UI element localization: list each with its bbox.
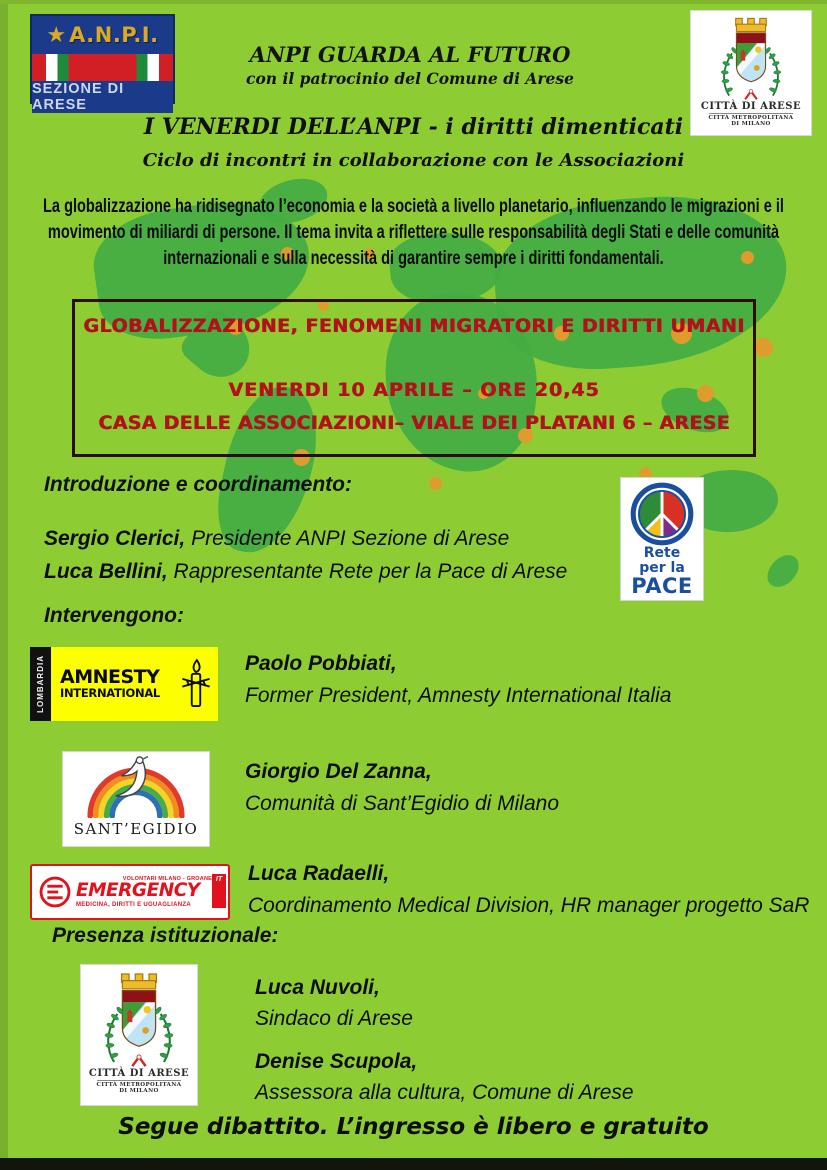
top-edge	[0, 0, 827, 4]
arese-metro-label: CITTÀ METROPOLITANA	[96, 1082, 182, 1088]
dove-rainbow-icon	[81, 752, 191, 818]
anpi-star-icon: ★	[46, 22, 67, 47]
institutional-name: Denise Scupola,	[255, 1050, 418, 1073]
arese-coat-icon	[96, 969, 182, 1067]
header-tagline	[160, 42, 660, 88]
speaker-name: Luca Radaelli,	[248, 862, 390, 885]
event-location: CASA DELLE ASSOCIAZIONI– VIALE DEI PLATANI 6 – ARESE	[98, 412, 730, 434]
arese-coat-of-arms-bottom	[80, 964, 198, 1106]
coordinators-block	[44, 522, 567, 588]
rete-pace-logo	[620, 477, 704, 601]
closing-line: Segue dibattito. L’ingresso è libero e gratuito	[118, 1114, 709, 1140]
institutional-name: Luca Nuvoli,	[255, 976, 380, 999]
coordinator-name: Sergio Clerici,	[44, 527, 186, 550]
event-title: GLOBALIZZAZIONE, FENOMENI MIGRATORI E DIRITTI UMANI	[83, 315, 745, 337]
coordinator-name: Luca Bellini,	[44, 560, 168, 583]
speaker-row	[245, 648, 671, 712]
institutional-label: Presenza istituzionale:	[52, 924, 279, 947]
arese-coat-icon	[709, 14, 793, 100]
coordinator-row	[44, 522, 567, 555]
speaker-row	[245, 756, 559, 820]
amnesty-region-strip	[30, 647, 51, 721]
tagline-line2: con il patrocinio del Comune di Arese	[246, 69, 574, 88]
speaker-row	[248, 858, 809, 922]
speaker-name: Paolo Pobbiati,	[245, 652, 397, 675]
peace-symbol-icon	[630, 482, 694, 546]
bottom-dark-strip	[0, 1158, 827, 1170]
institutional-row	[255, 1046, 634, 1108]
emergency-name: EMERGENCY	[76, 880, 200, 902]
anpi-section-label: SEZIONE DI ARESE	[32, 81, 125, 113]
emergency-volunteers-label: VOLONTARI MILANO - GROANE	[122, 876, 212, 883]
pace-text-line3: PACE	[631, 574, 693, 598]
emergency-country-tab	[212, 874, 226, 908]
coordinator-role: Presidente ANPI Sezione di Arese	[191, 527, 510, 550]
anpi-logo-bottom	[32, 81, 173, 113]
coordinator-role: Rappresentante Rete per la Pace di Arese	[173, 560, 568, 583]
anpi-logo	[30, 14, 175, 113]
institutional-role: Sindaco di Arese	[255, 1007, 413, 1030]
tagline-line1: ANPI GUARDA AL FUTURO	[249, 42, 571, 67]
emergency-circle-icon	[37, 874, 73, 910]
amnesty-region-label: LOMBARDIA	[36, 655, 45, 713]
coordinator-row	[44, 555, 567, 588]
amnesty-name-line1: AMNESTY	[60, 665, 160, 688]
arese-metro-label: CITTÀ METROPOLITANA	[708, 115, 794, 121]
left-edge	[0, 0, 8, 1170]
institutional-row	[255, 972, 413, 1034]
coordination-label: Introduzione e coordinamento:	[44, 473, 352, 496]
emergency-logo	[30, 864, 230, 920]
amnesty-name-line2: INTERNATIONAL	[60, 685, 160, 700]
intro-paragraph: La globalizzazione ha ridisegnato l’economia e la società a livello planetario, influenzando le migrazioni e il movimento di miliardi di persone. Il tema invita a riflettere sulle responsabilità degli Stati e delle comunità internazionali e sulla necessità di garantire sempre i diritti fondamentali.	[43, 196, 784, 269]
amnesty-candle-icon	[179, 656, 213, 712]
emergency-text-block	[76, 876, 212, 908]
arese-milano-label: DI MILANO	[731, 121, 771, 127]
speaker-role: Former President, Amnesty International Italia	[245, 684, 672, 707]
emergency-country-tag: IT	[215, 876, 223, 883]
institutional-role: Assessora alla cultura, Comune di Arese	[255, 1081, 634, 1104]
pace-text-line1: Rete	[643, 545, 681, 561]
arese-city-label: CITTÀ DI ARESE	[88, 1068, 190, 1079]
speaker-role: Comunità di Sant’Egidio di Milano	[245, 792, 560, 815]
speaker-name: Giorgio Del Zanna,	[245, 760, 432, 783]
speakers-label: Intervengono:	[44, 604, 184, 627]
amnesty-logo	[30, 647, 218, 721]
event-datetime: VENERDI 10 APRILE – ORE 20,45	[228, 379, 600, 401]
subtitle: Ciclo di incontri in collaborazione con le Associazioni	[142, 150, 685, 171]
anpi-tricolor-ribbon-icon	[32, 54, 173, 81]
arese-milano-label: DI MILANO	[119, 1088, 159, 1094]
amnesty-yellow-box	[51, 647, 218, 721]
arese-city-label: CITTÀ DI ARESE	[700, 101, 802, 112]
anpi-logo-title: A.N.P.I.	[69, 23, 159, 47]
santegidio-logo	[62, 751, 210, 847]
main-title: I VENERDI DELL’ANPI - i diritti dimenticati	[143, 114, 684, 140]
pace-text-line2: per la	[639, 560, 685, 576]
event-box	[72, 299, 756, 457]
anpi-logo-top	[32, 16, 173, 54]
emergency-motto: MEDICINA, DIRITTI E UGUAGLIANZA	[76, 901, 191, 908]
speaker-role: Coordinamento Medical Division, HR manager progetto SaR	[248, 894, 810, 917]
santegidio-label: SANT’EGIDIO	[73, 820, 199, 838]
